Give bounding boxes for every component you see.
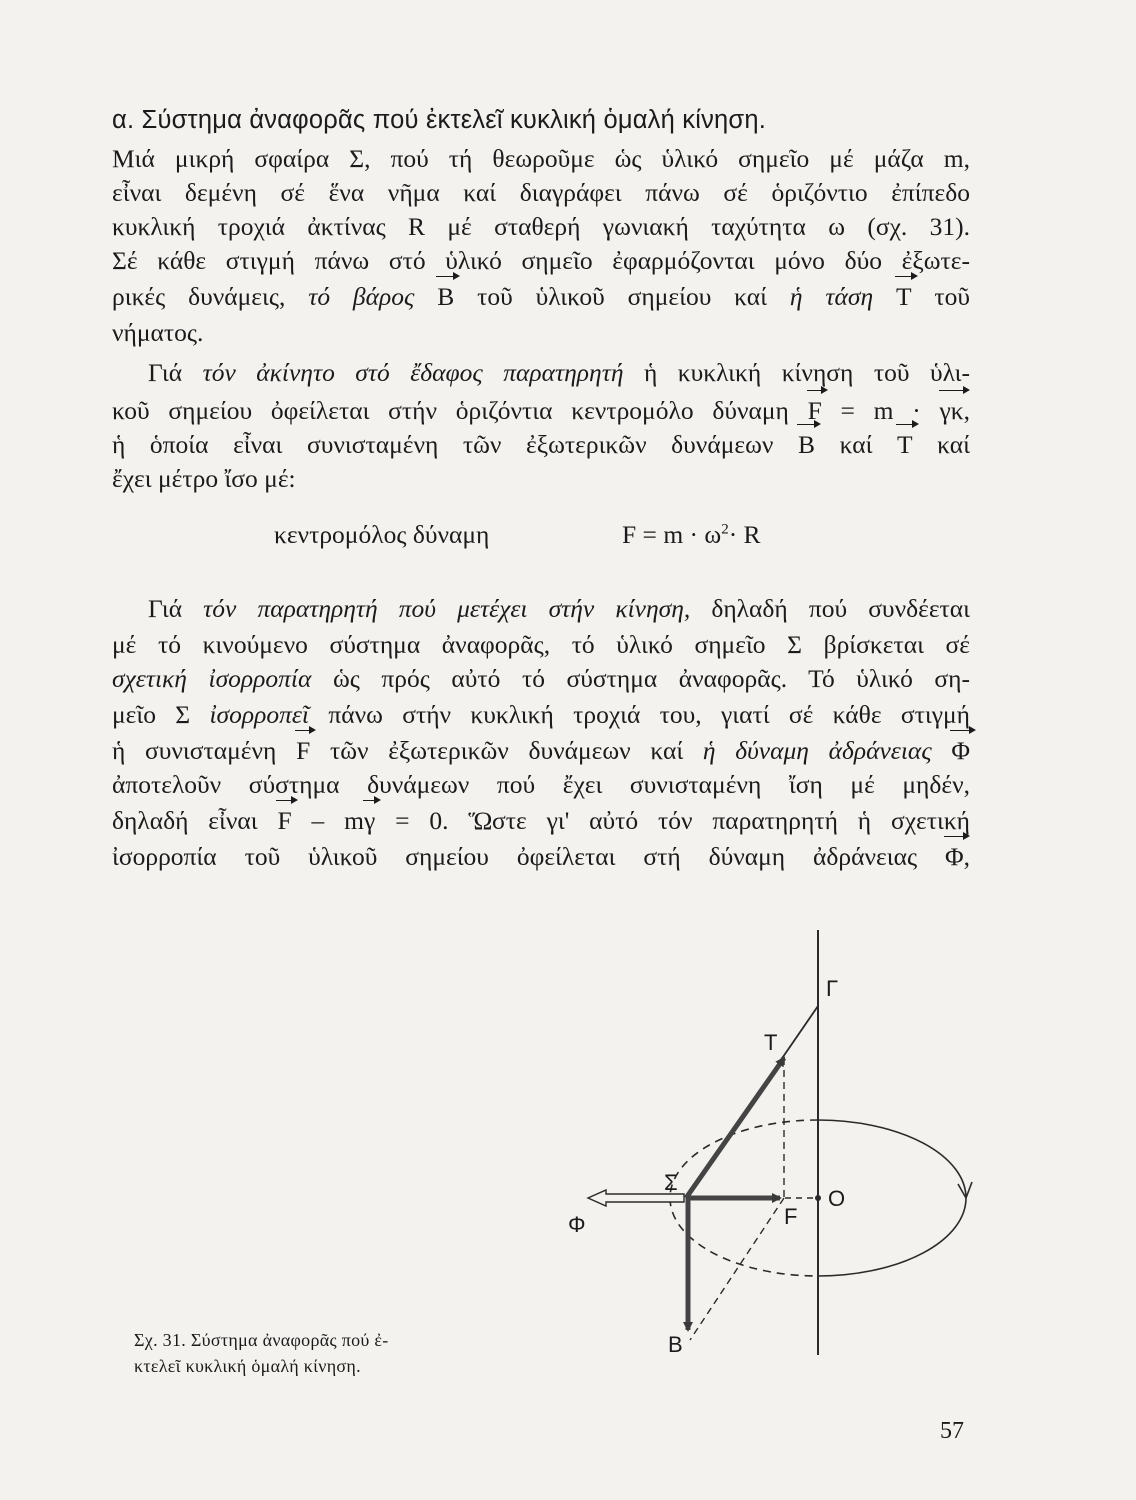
- vector-gamma: γ: [364, 804, 375, 838]
- label-o: O: [828, 1186, 846, 1211]
- paragraph-2-line-1: Γιά τόν ἀκίνητο στό ἔδαφος παρατηρητή ἡ κυκλική κίνηση τοῦ ὑλι-: [148, 358, 971, 387]
- paragraph-1-line-1: Μιά μικρή σφαίρα Σ, πού τή θεωροῦμε ὡς ὑλικό σημεῖο μέ μάζα m,: [112, 144, 970, 173]
- vector-f: F: [277, 804, 291, 838]
- vector-t: T: [896, 280, 912, 314]
- paragraph-2-line-2: κοῦ σημείου ὀφείλεται στήν ὁριζόντια κεντρομόλο δύναμη F = m · γκ,: [112, 394, 970, 428]
- formula-equation: $F = m \cdot \omega^2\cdot R$: [622, 520, 761, 549]
- figure-caption-line-1: Σχ. 31. Σύστημα ἀναφορᾶς πού ἐ-: [134, 1330, 389, 1350]
- paragraph-3-line-3: σχετική ἰσορροπία ὡς πρός αὐτό τό σύστημα ἀναφορᾶς. Τό ὑλικό ση-: [112, 664, 971, 693]
- vector-f: F: [296, 734, 310, 768]
- label-b: B: [668, 1332, 683, 1357]
- figure-caption-line-2: κτελεῖ κυκλική ὁμαλή κίνηση.: [134, 1356, 361, 1376]
- formula-label: κεντρομόλος δύναμη: [274, 520, 490, 549]
- page-number: 57: [940, 1418, 964, 1444]
- center-point: [815, 1195, 821, 1201]
- vector-b: B: [798, 428, 815, 462]
- tension-vector-arrow: [686, 1058, 784, 1198]
- section-heading: α. Σύστημα ἀναφορᾶς πού ἐκτελεῖ κυκλική ὁμαλή κίνηση.: [112, 106, 767, 134]
- paragraph-3-line-6: ἀποτελοῦν σύστημα δυνάμεων πού ἔχει συνισταμένη ἴση μέ μηδέν,: [112, 770, 970, 799]
- paragraph-3-line-5: ἡ συνισταμένη F τῶν ἐξωτερικῶν δυνάμεων καί ἡ δύναμη ἀδράνειας Φ: [112, 734, 970, 768]
- paragraph-1-line-4: Σέ κάθε στιγμή πάνω στό ὑλικό σημεῖο ἐφαρμόζονται μόνο δύο ἐξωτε-: [112, 246, 970, 275]
- paragraph-1-line-2: εἶναι δεμένη σέ ἕνα νῆμα καί διαγράφει πάνω σέ ὁριζόντιο ἐπίπεδο: [112, 178, 970, 207]
- vector-phi: Φ: [945, 840, 964, 874]
- vector-b: B: [437, 280, 454, 314]
- label-f: F: [784, 1204, 798, 1229]
- vector-phi: Φ: [951, 734, 970, 768]
- label-gamma: Γ: [826, 976, 839, 1001]
- paragraph-1-line-3: κυκλική τροχιά ἀκτίνας R μέ σταθερή γωνιακή ταχύτητα ω (σχ. 31).: [112, 212, 970, 241]
- dashed-diagonal: [690, 1198, 784, 1340]
- paragraph-1-line-5: ρικές δυνάμεις, τό βάρος B τοῦ ὑλικοῦ σημείου καί ἡ τάση T τοῦ: [112, 280, 970, 314]
- term-tension: ἡ τάση: [789, 282, 874, 311]
- paragraph-3-line-2: μέ τό κινούμενο σύστημα ἀναφορᾶς, τό ὑλικό σημεῖο Σ βρίσκεται σέ: [112, 630, 970, 659]
- paragraph-2-line-3: ἡ ὁποία εἶναι συνισταμένη τῶν ἐξωτερικῶν δυνάμεων B καί T καί: [112, 428, 970, 462]
- label-t: T: [764, 1030, 778, 1055]
- paragraph-1-line-6: νήματος.: [112, 318, 204, 347]
- label-sigma: Σ: [664, 1170, 678, 1195]
- paragraph-3-line-7: δηλαδή εἶναι F – mγ = 0. Ὥστε γι' αὐτό τόν παρατηρητή ἡ σχετική: [112, 804, 970, 838]
- vector-t: T: [897, 428, 913, 462]
- term-weight: τό βάρος: [308, 282, 415, 311]
- vector-f: F: [808, 394, 822, 428]
- label-phi: Φ: [568, 1212, 586, 1237]
- paragraph-3-line-4: μεῖο Σ ἰσορροπεῖ πάνω στήν κυκλική τροχιά του, γιατί σέ κάθε στιγμή: [112, 700, 970, 729]
- paragraph-2-line-4: ἔχει μέτρο ἴσο μέ:: [112, 464, 296, 493]
- paragraph-3-line-1: Γιά τόν παρατηρητή πού μετέχει στήν κίνηση, δηλαδή πού συνδέεται: [148, 594, 970, 623]
- paragraph-3-line-8: ἰσορροπία τοῦ ὑλικοῦ σημείου ὀφείλεται στή δύναμη ἀδράνειας Φ,: [112, 840, 970, 874]
- vector-gamma-k: γκ: [940, 394, 964, 428]
